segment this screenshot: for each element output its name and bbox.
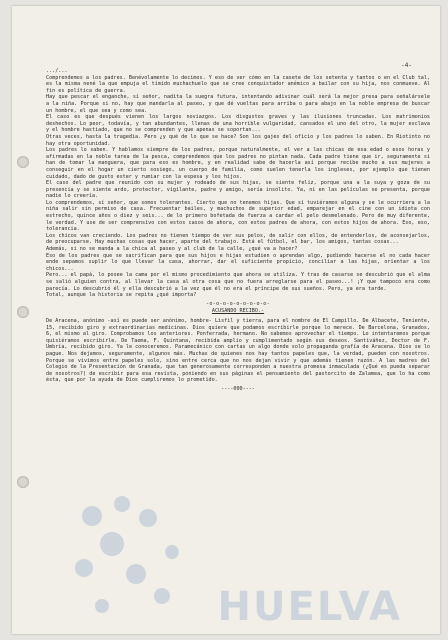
paragraph: El caso es que después vienen los largos noviazgos. Los disgustos graves y las ilusiones truncadas. Los matrimonios deshechos. Lo peor, todavía, y tan abundantes, llenas de una horrible vulgaridad, cansados el uno del otro, la mujer esclava y el hombre hastiado, que no se comprenden y que apenas se soportan... [46, 114, 430, 134]
paragraph: Los chicos van creciendo. Los padres no tienen tiempo de ver sus pelos, de salir con ellos, de entenderlos, de aconsejarlos, de preocuparse. Hay muchas cosas que hacer, aparte del trabajo. Está el fútbol, el bar, los amigos, tantas cosas... [46, 232, 430, 246]
end-mark: ----000---- [221, 385, 255, 392]
document-page [12, 6, 440, 634]
binder-hole [17, 306, 29, 318]
watermark-text: HUELVA [217, 584, 402, 630]
page-number: -4- [401, 62, 412, 69]
paragraph: El caso del padre que reunido con su mujer y rodeado de sus hijas, se siente feliz, porque una a la suya y goza de su presencia y se siente ardo, protector, vigilante, padre y amigo, sería insólito. Ya, ni en las películas se presenta, porque nadie lo creería. [46, 180, 430, 200]
section-paragraph: De Aracena, anónimo -así es puede ser anónimo, hombre- Lisfil y tierra, para el nombre de El Campillo. De Albacete, Teniente, 15, recibido giro y extraordinarias medicinas. Dios quiere que podamos escribirle porque lo merece. De Barcelona, Granados, 6, el mismo al giro. Comprobamos los anteriores. Ponferrada, hermano. No sabemos aprovechar el tiempo. Lo intentaremos porque quisiéramos escribirle. De Taema, F. Quintana, recibida amplio y cumplimentado según sus deseos. Santiváñez, Doctor de F. Umbría, recibido giro. Ya le conoceremos. Paramecánico con cartas un algo donde solo propaganda grafía de Aracena. Dios se lo pague. Nos dejamos, seguramente, algunos más. Muchas de quienes nos hay tantos papeles que, la verdad, pueden con nosotros. Porque se vivimos entre papeles solo, sino entre cerca que no nos dejan vivir y que además tienen razón. A las madres del Colegio de la Presentación de Granada, que tan generosamente corresponden a nuestra promesa inmaculada (¿Qué es pueda separar de nosotros?) de escribir para esa revista, poniendo en sus páginas el pensamiento del pastorcito de Zalamea, que lo ha como ésta, que por la ayuda de Dios cumpliremos lo prometido. [46, 317, 430, 384]
paragraph: Eso de los padres que se sacrifican para que sus hijos e hijas estudien o aprendan algo, pudiendo hacerse el no cada hacer ende sepamos suplir lo que llevar la casa, ahorrar, dar el suficiente propicio, conciliar a las hijas, orientar a los chicos... [46, 252, 430, 272]
paragraph: Pero... el papá, lo posee la cama por el mismo procedimiento que ahora se utiliza. Y tras de casarse se descubrió que el alma se salió alguien contra, al llevar la casa al otra cosa que no fuera arreglarse para el paseo...! ¡Y que tampoco era como parecía. Lo descubrió él y ella descubrió a la vez que él no era el príncipe de sus sueños. Pero, ya era tarde. [46, 272, 430, 292]
section-divider: -o-o-o-o-o-o-o-o-o- [206, 300, 270, 307]
watermark-emblem-icon [52, 456, 412, 634]
paragraph: Hay que pescar el enganche, sí señor, nadita la suegra futura, intentando adivinar cuál será la mejor presa para señalársele a la niña. Porque si no, hay que mandarla al paseo, y que dé vueltas para arriba o para abajo en la noble empresa de buscar un hombre, el que sea y como sea. [46, 94, 430, 114]
paragraph: Lo comprendemos, sí señor, que somos tolerantes. Cierto que no tenemos hijas. Que si tuviéramos alguna y se le ocurriera a la niña salir sin permiso de casa. Frecuentar bailes, y machuchos de superior edad, emparejar en el cine con un idiota con estrecho, quince años o diez y seis... de lo primero bofetada de fuerza a cardar el pelo desmelenado. Pero de muy diferente, le verdad. Y use de ser comprensivo con estos casos de ahora, con estos padres de ahora, con estos hijos de ahora. Eso, eso, tolerancia. [46, 199, 430, 233]
binder-hole [17, 476, 29, 488]
paragraph: Otras veces, hasta la tragedia. Pero ¿y qué de lo que se hace? Son los gajes del oficio y los padres lo saben. En Riotinto no hay otra oportunidad. [46, 133, 430, 147]
paragraph: Los padres lo saben. Y hablamos siempre de los padres, porque naturalmente, el ver a las chicas de esa edad o esos horas y afirmadas en la noble tarea de la pesca, comprendemos que los padres no pintan nada. Cada padre tiene que ir, seguramente si han de tomar la manguera, que para eso es hombre, y en realidad sabe de hacerla así porque recibe mucho a sus mujeres a conseguir en el hogar un cierto sosiego, un cuerpo de familia, como suelen tenerla los ingleses, por ejemplo que tienen cuidado, dado de gusto ester y rumiar con la espesa y los hijos. [46, 147, 430, 180]
paragraph: Total, aunque la historia se repita ¿qué importa? [46, 292, 197, 299]
continuation-mark: .../... [46, 68, 68, 74]
binder-hole [17, 156, 29, 168]
paragraph: Además, si no se manda a la chica al paseo y al club de la calle, ¿qué va a hacer? [46, 246, 298, 253]
paragraph: Comprendemos a los padres. Benévolamente lo decimos. Y eso de ver cómo en la casete de los setenta y tantos o en el Club tal, es la misma nené la que empuja el tímido muchachuelo que se cree conquistador anémico a bailar con su hija, nos conmueve. Al fin es política de guerra. [46, 74, 430, 94]
library-watermark [52, 456, 412, 634]
body-text [46, 68, 430, 393]
section-title: ACUSANDO RECIBO.- [211, 308, 265, 315]
